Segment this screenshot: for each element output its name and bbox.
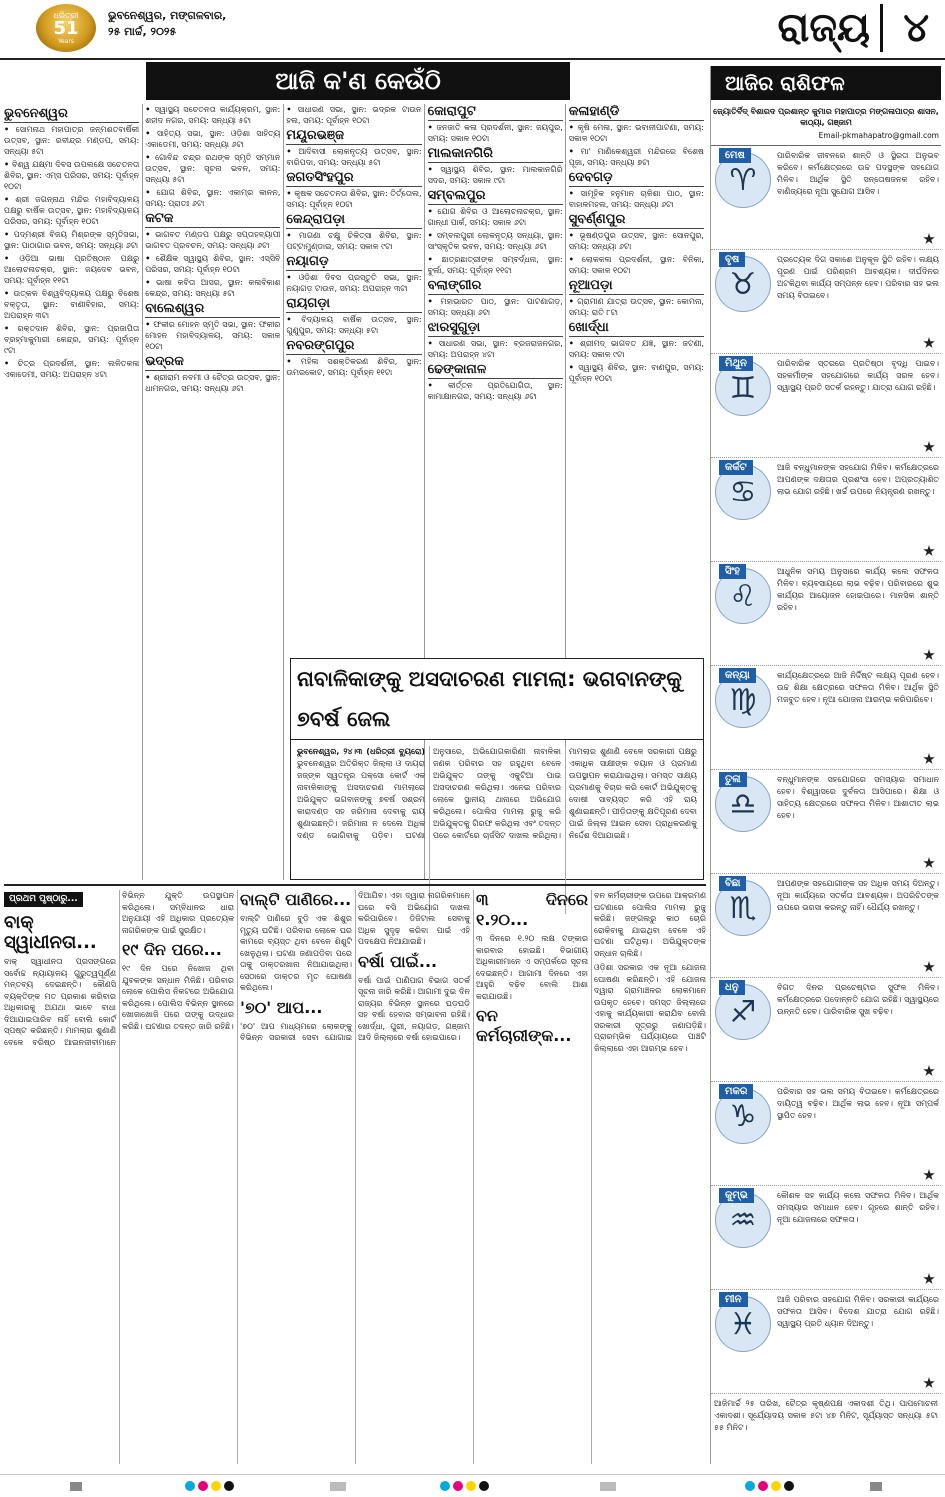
story-body: ବାକ୍ ସ୍ୱାଧୀନତା ପ୍ରସଙ୍ଗରେ ସର୍ବୋଚ୍ଚ ନ୍ୟାୟାଳୟ ଗୁରୁତ୍ୱପୂର୍ଣ୍ଣ ମନ୍ତବ୍ୟ ଦେଇଛନ୍ତି। କୌଣସି ବ୍ୟକ୍ତିଙ୍କ ମତ ପ୍ରକାଶ କରିବାର ଅଧିକାରକୁ ଅଯଥା ଭାବେ ବାଧା ଦିଆଯାଇପାରିବ ନାହିଁ ବୋଲି କୋର୍ଟ ସ୍ପଷ୍ଟ କରିଛନ୍ତି। ମାମଲାର ଶୁଣାଣି ବେଳେ ବରିଷ୍ଠ ଆଇନଜୀବୀମାନେ ବିଭିନ୍ନ ଯୁକ୍ତି ଉପସ୍ଥାପନ କରିଥିଲେ। ସମ୍ବିଧାନର ଧାରା ଅନୁଯାୟୀ ଏହି ଅଧିକାର ପ୍ରତ୍ୟେକ ନାଗରିକଙ୍କ ପାଇଁ ସୁରକ୍ଷିତ। [4, 891, 234, 1047]
zodiac-2-icon: ♉ [715, 256, 771, 312]
dateline-city: ଭୁବନେଶ୍ୱର, ମଙ୍ଗଳବାର, [108, 9, 227, 22]
zodiac-name: ବିଛା [719, 876, 746, 891]
yellow-dot [771, 1481, 781, 1491]
event-item: • କୃଷି ମେଳା, ସ୍ଥାନ: ଭବାନୀପାଟଣା, ସମୟ: ସକାଳ ୧୦ଟା [569, 122, 704, 144]
zodiac-text: ପାରିବାରିକ ସ୍ତରରେ ପ୍ରତିଷ୍ଠା ବୃଦ୍ଧି ପାଇବ। ସହକର୍ମୀଙ୍କ ସହଯୋଗରେ କାର୍ଯ୍ୟ ସରଳ ହେବ। ସ୍ୱାସ୍ଥ୍ୟ ପ୍ରତି ସତର୍କ ରହନ୍ତୁ। ଯାତ୍ରା ଯୋଗ ରହିଛି। [777, 359, 939, 392]
masthead [0, 0, 945, 60]
story-body: ୧୯ ଦିନ ପରେ ନିଖୋଜ ଥିବା ଯୁବକଙ୍କ ସନ୍ଧାନ ମିଳିଛି। ପରିବାର ଲୋକେ ପୋଲିସ ନିକଟରେ ଅଭିଯୋଗ କରିଥିଲେ। ପୋଲିସ ବିଭିନ୍ନ ସ୍ଥାନରେ ଖୋଜାଖୋଜି ପରେ ତାଙ୍କୁ ଉଦ୍ଧାର କରିଛି। ଘଟଣାର ତଦନ୍ତ ଜାରି ରହିଛି। [122, 964, 234, 1031]
astrologer-email: Email-pkmahapatro@gmail.com [711, 130, 941, 146]
city-heading: ନୟାଗଡ଼ [286, 254, 421, 271]
event-item: • ବିଶ୍ୱ ଯକ୍ଷ୍ମା ଦିବସ ଉପଲକ୍ଷେ ସଚେତନତା ଶିବିର, ସ୍ଥାନ: ଏମ୍‌ସ ପରିସର, ସମୟ: ପୂର୍ବାହ୍ନ ୧୦ଟା [4, 159, 139, 192]
zodiac-text: ଆଜି ପରିବାର ସହଯୋଗ ମିଳିବ। ସରକାରୀ କାର୍ଯ୍ୟରେ ସଫଳତା ଆସିବ। ବିଦେଶ ଯାତ୍ରା ଯୋଗ ରହିଛି। ସ୍ୱାସ୍ଥ୍ୟ ପ୍ରତି ଧ୍ୟାନ ଦିଅନ୍ତୁ। [777, 1295, 939, 1328]
event-item: • ଯୋଗ ଶିବିର ଓ ଆଲୋଚନାଚକ୍ର, ସ୍ଥାନ: ଗାନ୍ଧୀ ପାର୍କ, ସମୟ: ସକାଳ ୬ଟା [428, 206, 563, 228]
zodiac-sign [711, 562, 941, 666]
zodiac-list [711, 146, 941, 1394]
zodiac-sign [711, 146, 941, 250]
continued-tag: ପ୍ରଥମ ପୃଷ୍ଠାରୁ... [4, 892, 83, 907]
zodiac-11-icon: ♒ [715, 1192, 771, 1248]
zodiac-sign [711, 770, 941, 874]
events-banner: ଆଜି କ'ଣ କେଉଁଠି [146, 62, 570, 100]
city-heading: ସୁବର୍ଣ୍ଣପୁର [569, 212, 704, 229]
registration-bar [0, 1474, 945, 1497]
logo-years: Years [58, 38, 74, 45]
city-heading: ନୂଆପଡ଼ା [569, 278, 704, 295]
registration-dots [440, 1481, 489, 1491]
zodiac-name: ବୃଷ [719, 252, 745, 267]
event-item: • ଶୈକ୍ଷିକ ସ୍ୱାସ୍ଥ୍ୟ ଶିବିର, ସ୍ଥାନ: ଏସ୍‌ସିବି ପରିସର, ସମୟ: ପୂର୍ବାହ୍ନ ୧୦ଟା [145, 253, 280, 275]
cyan-dot [745, 1481, 755, 1491]
rashifal-column [710, 66, 941, 1464]
yellow-dot [466, 1481, 476, 1491]
event-item: • ଲୋକକଳା ପ୍ରଦର୍ଶନୀ, ସ୍ଥାନ: ବିନିକା, ସମୟ: ସକାଳ ୧୦ଟା [569, 254, 704, 276]
zodiac-text: ଆପଣଙ୍କ ସହଯୋଗୀଙ୍କ ସହ ଅଧିକ ସମୟ ଦିଅନ୍ତୁ। ନୂଆ କାର୍ଯ୍ୟରେ ସତର୍କତା ଆବଶ୍ୟକ। ଅପରିଚିତଙ୍କ ଉପରେ ଭରସା କରନ୍ତୁ ନାହିଁ। ଧୈର୍ଯ୍ୟ ରଖନ୍ତୁ। [777, 879, 939, 912]
zodiac-10-icon: ♑ [715, 1088, 771, 1144]
cyan-dot [440, 1481, 450, 1491]
zodiac-name: ସିଂହ [719, 564, 746, 579]
event-item: • ଗୋବିନ୍ଦ ଚନ୍ଦ୍ର ରଥଙ୍କ ସ୍ମୃତି ସମ୍ମାନ ଉତ୍ସବ, ସ୍ଥାନ: ସୂଚନା ଭବନ, ସମୟ: ସନ୍ଧ୍ୟା ୫ଟା [145, 152, 280, 185]
yellow-dot [211, 1481, 221, 1491]
city-heading: ଝାରସୁଗୁଡ଼ା [428, 320, 563, 337]
zodiac-sign [711, 354, 941, 458]
event-item: • ସମ୍ବଲପୁରୀ ଲୋକନୃତ୍ୟ ସନ୍ଧ୍ୟା, ସ୍ଥାନ: ସାଂସ୍କୃତିକ ଭବନ, ସମୟ: ସନ୍ଧ୍ୟା ୬ଟା [428, 230, 563, 252]
event-item: • ମହିଳା ସଶକ୍ତିକରଣ ଶିବିର, ସ୍ଥାନ: ଉମରକୋଟ, ସମୟ: ପୂର୍ବାହ୍ନ ୧୧ଟା [286, 356, 421, 378]
story-body: ବାଲ୍ଟି ପାଣିରେ ବୁଡ଼ି ଏକ ଶିଶୁର ମୃତ୍ୟୁ ଘଟିଛି। ପରିବାର ଲୋକେ ଘର କାମରେ ବ୍ୟସ୍ତ ଥିବା ବେଳେ ଶିଶୁଟି ଖେଳୁଥିଲା। ଘଟଣା ଜଣାପଡ଼ିବା ପରେ ତାକୁ ଡାକ୍ତରଖାନା ନିଆଯାଇଥିଲା। ସେଠାରେ ଡାକ୍ତର ମୃତ ଘୋଷଣା କରିଥିଲେ। [240, 914, 352, 992]
registration-gray-mark [330, 1482, 346, 1491]
story-headline: ୧୯ ଦିନ ପରେ... [122, 940, 222, 959]
event-item: • ସାମୂହିକ ହନୁମାନ ଚାଳିଶା ପାଠ, ସ୍ଥାନ: ବାହାଳମହଲ, ସମୟ: ସନ୍ଧ୍ୟା ୬ଟା [569, 188, 704, 210]
story-headline: ବନ କର୍ମଚାରୀଙ୍କ... [476, 1006, 572, 1045]
zodiac-text: କୌଶଳ ସହ କାର୍ଯ୍ୟ କଲେ ସଫଳତା ମିଳିବ। ଆର୍ଥିକ ସମସ୍ୟାର ସମାଧାନ ହେବ। ଗୃହରେ ଶାନ୍ତି ରହିବ। ନୂଆ ଯୋଜନାରେ ସଫଳତା। [777, 1191, 939, 1224]
city-heading: ବାଲେଶ୍ୱର [145, 301, 280, 318]
city-heading: କଟକ [145, 211, 280, 228]
story-body: '୭୦' ଆପ ମାଧ୍ୟମରେ ଲୋକଙ୍କୁ ବିଭିନ୍ନ ସରକାରୀ ସେବା ଯୋଗାଇ ଦିଆଯିବ। ଏହା ଦ୍ୱାରା ନାଗରିକମାନେ ଘରେ ବସି ଅଭିଯୋଗ ଦାଖଲ କରିପାରିବେ। ଡିଜିଟାଲ ସେବାକୁ ଅଧିକ ସୁଦୃଢ଼ କରିବା ପାଇଁ ଏହି ପଦକ୍ଷେପ ନିଆଯାଇଛି। [240, 891, 470, 1042]
story-body: ବର୍ଷା ପାଇଁ ପାଣିପାଗ ବିଭାଗ ସତର୍କ ସୂଚନା ଜାରି କରିଛି। ଆଗାମୀ ଦୁଇ ଦିନ ରାଜ୍ୟର ବିଭିନ୍ନ ସ୍ଥାନରେ ଘଡ଼ଘଡ଼ି ସହ ବର୍ଷା ହେବାର ସମ୍ଭାବନା ରହିଛି। ଖୋର୍ଦ୍ଧା, ପୁରୀ, ନୟାଗଡ଼, ଗଞ୍ଜାମ ଆଦି ଜିଲ୍ଲାରେ ବର୍ଷା ହୋଇପାରେ। [358, 975, 470, 1042]
story-body: ବନ କର୍ମଚାରୀଙ୍କ ଉପରେ ଆକ୍ରମଣ ଘଟଣାରେ ପୋଲିସ ମାମଲା ରୁଜୁ କରିଛି। ଜଙ୍ଗଲରୁ କାଠ ଚୋରି ରୋକିବାକୁ ଯାଇଥିବା ବେଳେ ଏହି ଘଟଣା ଘଟିଥିଲା। ଅଭିଯୁକ୍ତଙ୍କ ସନ୍ଧାନ ଚାଲିଛି। [594, 891, 706, 958]
zodiac-9-icon: ♐ [715, 984, 771, 1040]
court-story-text: ଭୁବନେଶ୍ୱର ଅତିରିକ୍ତ ଜିଲ୍ଲା ଓ ଦାୟରା ଜଜ୍‌ଙ୍କ ସ୍ୱତନ୍ତ୍ର ପକ୍ସୋ କୋର୍ଟ ଏକ ନାବାଳିକାଙ୍କୁ ଅସଦାଚରଣ ମାମଲାରେ ଅଭିଯୁକ୍ତ ଭଗବାନଙ୍କୁ ୭ବର୍ଷ ସଶ୍ରମ କାରାଦଣ୍ଡ ସହ ଜରିମାନା ଦେବାକୁ ରାୟ ଶୁଣାଇଛନ୍ତି। ଜରିମାନା ନ ଦେଲେ ଅଧିକ ଦଣ୍ଡ ଭୋଗିବାକୁ ପଡ଼ିବ। ଘଟଣା ଅନୁସାରେ, ଅଭିଯୋଗକାରିଣୀ ନାବାଳିକା ଜଣକ ପରିବାର ସହ ରହୁଥିବା ବେଳେ ଅଭିଯୁକ୍ତ ତାଙ୍କୁ ଏକୁଟିଆ ପାଇ ଅସଦାଚରଣ କରିଥିଲା। ଏନେଇ ପରିବାର ଲୋକେ ସ୍ଥାନୀୟ ଥାନାରେ ଅଭିଯୋଗ କରିଥିଲେ। ପୋଲିସ ମାମଲା ରୁଜୁ କରି ଅଭିଯୁକ୍ତକୁ ଗିରଫ କରିଥିଲା ଏବଂ ତଦନ୍ତ ପରେ କୋର୍ଟରେ ଚାର୍ଜସିଟ ଦାଖଲ କରିଥିଲା। ମାମଲାର ଶୁଣାଣି ବେଳେ ସରକାରୀ ପକ୍ଷରୁ ଏକାଧିକ ସାକ୍ଷୀଙ୍କ ବୟାନ ଓ ପ୍ରମାଣ ଉପସ୍ଥାପନ କରାଯାଇଥିଲା। ସମସ୍ତ ସାକ୍ଷ୍ୟ ପ୍ରମାଣକୁ ବିଚାର କରି କୋର୍ଟ ଅଭିଯୁକ୍ତକୁ ଦୋଷୀ ସାବ୍ୟସ୍ତ କରି ଏହି ରାୟ ଶୁଣାଇଛନ୍ତି। ପୀଡ଼ିତାଙ୍କୁ କ୍ଷତିପୂରଣ ଦେବା ପାଇଁ ଜିଲ୍ଲା ଆଇନ ସେବା ପ୍ରାଧିକରଣକୁ ନିର୍ଦ୍ଦେଶ ଦିଆଯାଇଛି। [297, 747, 697, 840]
city-heading: ମାଲକାନଗିରି [428, 146, 563, 163]
zodiac-8-icon: ♏ [715, 880, 771, 936]
story-headline: ୩ ଦିନରେ ୧.୨୦... [476, 890, 588, 929]
zodiac-sign [711, 874, 941, 978]
zodiac-text: ପାରିବାରିକ ଜୀବନରେ ଶାନ୍ତି ଓ ସ୍ଥିରତା ଅନୁଭବ କରିବେ। କର୍ମକ୍ଷେତ୍ରରେ ଉଚ୍ଚ ପଦସ୍ଥଙ୍କ ସହଯୋଗ ମିଳିବ। ଆର୍ଥିକ ସ୍ଥିତି ସନ୍ତୋଷଜନକ ରହିବ। ବାଣିଜ୍ୟରେ ନୂଆ ସୁଯୋଗ ଆସିବ। [777, 151, 939, 196]
page-number: ୪ [903, 5, 929, 51]
zodiac-text: ବିଗତ ଦିନର ପ୍ରଚେଷ୍ଟାର ସୁଫଳ ମିଳିବ। କର୍ମକ୍ଷେତ୍ରରେ ପଦୋନ୍ନତି ଯୋଗ ରହିଛି। ସ୍ୱାସ୍ଥ୍ୟରେ ଉନ୍ନତି ହେବ। ପାରିବାରିକ ସୁଖ ବଢ଼ିବ। [777, 983, 939, 1016]
zodiac-4-icon: ♋ [715, 464, 771, 520]
event-item: • ସ୍ୱାସ୍ଥ୍ୟ ସଚେତନତା କାର୍ଯ୍ୟକ୍ରମ, ସ୍ଥାନ: ଶହୀଦ ନଗର, ସମୟ: ସନ୍ଧ୍ୟା ୫ଟା [145, 104, 280, 126]
registration-dots [185, 1481, 234, 1491]
registration-gray-mark [870, 1482, 882, 1491]
zodiac-name: ମୀନ [719, 1292, 748, 1307]
black-dot [784, 1481, 794, 1491]
event-item: • ଚିତ୍ର ପ୍ରଦର୍ଶନୀ, ସ୍ଥାନ: ଲଳିତକଳା ଏକାଡେମୀ, ସମୟ: ଅପରାହ୍ନ ୪ଟା [4, 358, 139, 380]
event-item: • ପଦ୍ମଶ୍ରୀ ବିଜୟ ମିଶ୍ରଙ୍କ ସ୍ମୃତିସଭା, ସ୍ଥାନ: ପାଠାଗାର ଭବନ, ସମୟ: ସନ୍ଧ୍ୟା ୬ଟା [4, 229, 139, 251]
court-story-headline: ନାବାଳିକାଙ୍କୁ ଅସଦାଚରଣ ମାମଲା: ଭଗବାନଙ୍କୁ ୭ବର୍ଷ ଜେଲ [291, 659, 703, 740]
lower-news-columns [4, 890, 706, 1464]
event-item: • ଗ୍ରାମୀଣ ଯାତ୍ରା ଉତ୍ସବ, ସ୍ଥାନ: କୋମନା, ସମୟ: ରାତି ୮ଟା [569, 296, 704, 318]
logo-number: 51 [53, 18, 79, 39]
event-item: • ସୋମନାଥ ମହାପାତ୍ର ଜନ୍ମଶତବାର୍ଷିକୀ ଉତ୍ସବ, ସ୍ଥାନ: ରବୀନ୍ଦ୍ର ମଣ୍ଡପ, ସମୟ: ସନ୍ଧ୍ୟା ୫ଟା [4, 124, 139, 157]
black-dot [224, 1481, 234, 1491]
city-heading: କୋରାପୁଟ [428, 104, 563, 121]
event-item: • ଭାଗବତ ମଣ୍ଡପ ପକ୍ଷରୁ ସପ୍ତାହବ୍ୟାପୀ ଭାଗବତ ପ୍ରବଚନ, ସମୟ: ସନ୍ଧ୍ୟା ୬ଟା [145, 229, 280, 251]
city-heading: ଦେବଗଡ଼ [569, 170, 704, 187]
cyan-dot [185, 1481, 195, 1491]
zodiac-name: ଧନୁ [719, 980, 745, 995]
zodiac-name: କର୍କଟ [719, 460, 753, 475]
event-item: • ସ୍ୱାସ୍ଥ୍ୟ ଶିବିର, ସ୍ଥାନ: ବାଣପୁର, ସମୟ: ପୂର୍ବାହ୍ନ ୧୦ଟା [569, 362, 704, 384]
magenta-dot [198, 1481, 208, 1491]
story-body: ଓଡ଼ିଶା ସରକାର ଏକ ନୂଆ ଯୋଜନା ଘୋଷଣା କରିଛନ୍ତି। ଏହି ଯୋଜନା ଦ୍ୱାରା ଗ୍ରାମାଞ୍ଚଳର ଲୋକମାନେ ଉପକୃତ ହେବେ। ସମସ୍ତ ଜିଲ୍ଲାରେ ଏହାକୁ କାର୍ଯ୍ୟକାରୀ କରାଯିବ ବୋଲି ସରକାରୀ ସୂତ୍ରରୁ ଜଣାପଡ଼ିଛି। ପ୍ରାରମ୍ଭିକ ପର୍ଯ୍ୟାୟରେ ପାଞ୍ଚଟି ଜିଲ୍ଲାରେ ଏହା ଆରମ୍ଭ ହେବ। [594, 963, 706, 1053]
event-item: • କୃଷକ ସଚେତନତା ଶିବିର, ସ୍ଥାନ: ତିର୍ତ୍ତୋଲ, ସମୟ: ପୂର୍ବାହ୍ନ ୧୦ଟା [286, 188, 421, 210]
city-heading: ମୟୂରଭଞ୍ଜ [286, 128, 421, 145]
event-item: • ଫକୀର ମୋହନ ସ୍ମୃତି ସଭା, ସ୍ଥାନ: ଫକୀର ମୋହନ ମହାବିଦ୍ୟାଳୟ, ସମୟ: ସକାଳ ୧୦ଟା [145, 319, 280, 352]
city-heading: ଭଦ୍ରକ [145, 354, 280, 371]
city-heading: ସମ୍ବଲପୁର [428, 188, 563, 205]
event-item: • ସାଧାରଣ ସଭା, ସ୍ଥାନ: ଭଦ୍ରକ ଟାଉନ ହଲ, ସମୟ: ପୂର୍ବାହ୍ନ ୧୦ଟା [286, 104, 421, 126]
event-item: • ଶ୍ରୀରାମ ନବମୀ ଓ ଚୈତ୍ର ଉତ୍ସବ, ସ୍ଥାନ: ଧାମନଗର, ସମୟ: ସନ୍ଧ୍ୟା ୬ଟା [145, 372, 280, 394]
story-headline: ବାକ୍ ସ୍ୱାଧୀନତା... [4, 912, 97, 953]
magenta-dot [758, 1481, 768, 1491]
zodiac-sign [711, 250, 941, 354]
city-heading: ଢେଙ୍କାନାଳ [428, 362, 563, 379]
zodiac-sign [711, 1082, 941, 1186]
registration-dots [745, 1481, 794, 1491]
anniversary-logo [36, 4, 96, 52]
zodiac-sign [711, 458, 941, 562]
registration-gray-mark [600, 1482, 616, 1491]
zodiac-name: ମେଷ [719, 148, 751, 163]
zodiac-3-icon: ♊ [715, 360, 771, 416]
event-item: • ଓଡ଼ିଆ ଭାଷା ପ୍ରତିଷ୍ଠାନ ପକ୍ଷରୁ ଆଲୋଚନାଚକ୍ର, ସ୍ଥାନ: ଜୟଦେବ ଭବନ, ସମୟ: ପୂର୍ବାହ୍ନ ୧୧ଟା [4, 253, 139, 286]
zodiac-name: ତୁଳା [719, 772, 747, 787]
city-heading: ବଲାଙ୍ଗୀର [428, 278, 563, 295]
event-item: • ମା' ମାଣିକେଶ୍ୱରୀ ମନ୍ଦିରରେ ବିଶେଷ ପୂଜା, ସମୟ: ସନ୍ଧ୍ୟା ୭ଟା [569, 146, 704, 168]
dateline [108, 8, 248, 40]
event-item: • ଉତ୍କଳ ବିଶ୍ୱବିଦ୍ୟାଳୟ ପକ୍ଷରୁ ବିଶେଷ ବକ୍ତୃତା, ସ୍ଥାନ: ବାଣୀବିହାର, ସମୟ: ଅପରାହ୍ନ ୩ଟା [4, 288, 139, 321]
logo-wordmark: ଧରିତ୍ରୀ [53, 11, 79, 20]
zodiac-sign [711, 1186, 941, 1290]
event-item: • ସାଧାରଣ ସଭା, ସ୍ଥାନ: ବ୍ରଜରାଜନଗର, ସମୟ: ଅପରାହ୍ନ ୪ଟା [428, 338, 563, 360]
black-dot [479, 1481, 489, 1491]
event-item: • ଭୂଷଣ୍ଡପୁର ଉତ୍ସବ, ସ୍ଥାନ: ସୋନପୁର, ସମୟ: ସନ୍ଧ୍ୟା ୬ଟା [569, 230, 704, 252]
zodiac-sign [711, 978, 941, 1082]
registration-gray-mark [70, 1482, 82, 1491]
zodiac-sign [711, 666, 941, 770]
event-item: • କୀର୍ତ୍ତନ ପ୍ରତିଯୋଗିତା, ସ୍ଥାନ: କାମାକ୍ଷାନଗର, ସମୟ: ସନ୍ଧ୍ୟା ୬ଟା [428, 380, 563, 402]
zodiac-sign [711, 1290, 941, 1394]
city-heading: ନବରଙ୍ଗପୁର [286, 338, 421, 355]
event-item: • ଆଦିବାସୀ ଲୋକନୃତ୍ୟ ଉତ୍ସବ, ସ୍ଥାନ: ବାରିପଦା, ସମୟ: ସନ୍ଧ୍ୟା ୫ଟା [286, 146, 421, 168]
event-item: • ସାହିତ୍ୟ ସଭା, ସ୍ଥାନ: ଓଡ଼ିଶା ସାହିତ୍ୟ ଏକାଡେମୀ, ସମୟ: ସନ୍ଧ୍ୟା ୬ଟା [145, 128, 280, 150]
zodiac-6-icon: ♍ [715, 672, 771, 728]
zodiac-name: କନ୍ୟା [719, 668, 756, 683]
story-body: ୩ ଦିନରେ ୧.୨୦ ଲକ୍ଷ ଟଙ୍କାର କାରବାର ହୋଇଛି। ବିଭାଗୀୟ ଅଧିକାରୀମାନେ ଏ ସମ୍ପର୍କରେ ସୂଚନା ଦେଇଛନ୍ତି। ଆଗାମୀ ଦିନରେ ଏହା ଆହୁରି ବଢ଼ିବ ବୋଲି ଆଶା କରାଯାଉଛି। [476, 934, 588, 1001]
city-heading: କଳାହାଣ୍ଡି [569, 104, 704, 121]
city-heading: କେନ୍ଦ୍ରାପଡ଼ା [286, 212, 421, 229]
event-item: • ଜନଜାତି କଳା ପ୍ରଦର୍ଶନୀ, ସ୍ଥାନ: ଜୟପୁର, ସମୟ: ସକାଳ ୧୦ଟା [428, 122, 563, 144]
magenta-dot [453, 1481, 463, 1491]
event-item: • ଯୋଗ ଶିବିର, ସ୍ଥାନ: ଏକାମ୍ର କାନନ, ସମୟ: ପ୍ରାତଃ ୬ଟା [145, 187, 280, 209]
zodiac-text: ବନ୍ଧୁମାନଙ୍କ ସହଯୋଗରେ ସମସ୍ୟାର ସମାଧାନ ହେବ। ବିଶ୍ୱାସରେ ଦୁର୍ବଳତା ଆସିପାରେ। ଶିକ୍ଷା ଓ ସାହିତ୍ୟ କ୍ଷେତ୍ରରେ ସଫଳତା ମିଳିବ। ଆଶାତୀତ ଲାଭ ହେବ। [777, 775, 939, 820]
event-item: • ମାଗଣା ଚକ୍ଷୁ ଚିକିତ୍ସା ଶିବିର, ସ୍ଥାନ: ପଟ୍ଟାମୁଣ୍ଡାଇ, ସମୟ: ସକାଳ ୯ଟା [286, 230, 421, 252]
section-title: ରାଜ୍ୟ [778, 4, 883, 52]
dateline-date: ୨୫ ମାର୍ଚ୍ଚ, ୨୦୨୫ [108, 25, 177, 38]
event-item: • ଭାଷା କବିତା ଆସର, ସ୍ଥାନ: କଳାବିକାଶ କେନ୍ଦ୍ର, ସମୟ: ସନ୍ଧ୍ୟା ୫ଟା [145, 277, 280, 299]
event-item: • ଓଡ଼ିଶା ଦିବସ ପ୍ରସ୍ତୁତି ସଭା, ସ୍ଥାନ: ନୟାଗଡ଼ ଟାଉନ, ସମୟ: ଅପରାହ୍ନ ୩ଟା [286, 272, 421, 294]
zodiac-text: କାର୍ଯ୍ୟକ୍ଷେତ୍ରରେ ଆଜି ନିର୍ଦ୍ଦିଷ୍ଟ ଲକ୍ଷ୍ୟ ପୂରଣ ହେବ। ଉଚ୍ଚ ଶିକ୍ଷା କ୍ଷେତ୍ରରେ ସଫଳତା ମିଳିବ। ଆର୍ଥିକ ସ୍ଥିତି ମଜବୁତ ହେବ। ନୂଆ ଯୋଜନା ଆରମ୍ଭ କରିପାରିବେ। [777, 671, 939, 704]
city-heading: ଜଗତସିଂହପୁର [286, 170, 421, 187]
event-item: • ସ୍ୱାସ୍ଥ୍ୟ ଶିବିର, ସ୍ଥାନ: ମାଲକାନଗିରି ସଦର, ସମୟ: ସକାଳ ୯ଟା [428, 164, 563, 186]
zodiac-name: ମିଥୁନ [719, 356, 753, 371]
panchang-note: ଆଜିମାର୍ଚ୍ଚ ୨୫ ତାରିଖ, ଚୈତ୍ର କୃଷ୍ଣପକ୍ଷ ଏକାଦଶୀ ତିଥି। ପାପମୋଚନୀ ଏକାଦଶୀ। ସୂର୍ଯ୍ୟୋଦୟ ସକାଳ ୫ଟା ୪୭ ମିନିଟ, ସୂର୍ଯ୍ୟାସ୍ତ ସନ୍ଧ୍ୟା ୫ଟା ୫୫ ମିନିଟ। [714, 1399, 938, 1432]
zodiac-7-icon: ♎ [715, 776, 771, 832]
event-item: • ଶ୍ରୀମଦ୍ ଭାଗବତ ଯଜ୍ଞ, ସ୍ଥାନ: ଜଟଣୀ, ସମୟ: ସକାଳ ୯ଟା [569, 338, 704, 360]
zodiac-text: ଆଜି ବନ୍ଧୁମାନଙ୍କ ସହଯୋଗ ମିଳିବ। କର୍ମକ୍ଷେତ୍ରରେ ଆପଣଙ୍କ ଦକ୍ଷତାର ପ୍ରଶଂସା ହେବ। ଅପ୍ରତ୍ୟାଶିତ ଲାଭ ଯୋଗ ରହିଛି। ଖର୍ଚ୍ଚ ଉପରେ ନିୟନ୍ତ୍ରଣ ରଖନ୍ତୁ। [777, 463, 939, 496]
zodiac-12-icon: ♓ [715, 1296, 771, 1352]
zodiac-5-icon: ♌ [715, 568, 771, 624]
story-headline: '୭୦' ଆପ... [240, 997, 323, 1017]
zodiac-text: ଆଧୁନିକ ସମୟ ଅନୁସାରେ କାର୍ଯ୍ୟ କଲେ ସଫଳତା ମିଳିବ। ବ୍ୟବସାୟରେ ଲାଭ ବଢ଼ିବ। ପରିବାରରେ ଶୁଭ କାର୍ଯ୍ୟର ଆୟୋଜନ ହୋଇପାରେ। ମାନସିକ ଶାନ୍ତି ରହିବ। [777, 567, 939, 612]
lower-news [4, 884, 706, 1464]
story-headline: ବର୍ଷା ପାଇଁ... [358, 951, 438, 971]
court-story-byline: ଭୁବନେଶ୍ୱର, ୨୪।୩ (ଧରିତ୍ରୀ ବ୍ୟୁରୋ) [297, 747, 425, 756]
zodiac-1-icon: ♈ [715, 152, 771, 208]
city-heading: ରାୟଗଡ଼ା [286, 296, 421, 313]
zodiac-name: ମକର [719, 1084, 753, 1099]
story-headline: ବାଲ୍ଟି ପାଣିରେ... [240, 890, 352, 909]
event-item: • ଶ୍ରୀ ଜଗନ୍ନାଥ ମନ୍ଦିର ମହାବିଦ୍ୟାଳୟ ପକ୍ଷରୁ ବାର୍ଷିକ ଉତ୍ସବ, ସ୍ଥାନ: ମହାବିଦ୍ୟାଳୟ ପରିସର, ସମୟ: ପୂର୍ବାହ୍ନ ୧୦ଟା [4, 194, 139, 227]
event-item: • ଛାତ୍ରଛାତ୍ରୀଙ୍କ ସମ୍ବର୍ଦ୍ଧନା, ସ୍ଥାନ: ବୁର୍ଲା, ସମୟ: ପୂର୍ବାହ୍ନ ୧୧ଟା [428, 254, 563, 276]
city-heading: ଭୁବନେଶ୍ୱର [4, 106, 139, 123]
event-item: • ରକ୍ତଦାନ ଶିବିର, ସ୍ଥାନ: ପ୍ରଜାପିତା ବ୍ରହ୍ମାକୁମାରୀ କେନ୍ଦ୍ର, ସମୟ: ପୂର୍ବାହ୍ନ ୯ଟା [4, 323, 139, 356]
city-heading: ଖୋର୍ଦ୍ଧା [569, 320, 704, 337]
event-item: • ବିଦ୍ୟାଳୟ ବାର୍ଷିକ ଉତ୍ସବ, ସ୍ଥାନ: ଗୁଣୁପୁର, ସମୟ: ସନ୍ଧ୍ୟା ୫ଟା [286, 314, 421, 336]
zodiac-text: ପରିବାର ସହ ଭଲ ସମୟ ବିତାଇବେ। କର୍ମକ୍ଷେତ୍ରରେ ଦାୟିତ୍ୱ ବଢ଼ିବ। ଆର୍ଥିକ ଲାଭ ହେବ। ନୂଆ ସମ୍ପର୍କ ସ୍ଥାପିତ ହେବ। [777, 1087, 939, 1120]
zodiac-name: କୁମ୍ଭ [719, 1188, 754, 1203]
astrologer-credit: ଜ୍ୟୋତିର୍ବିଦ୍ ବିଶାରଦ ପ୍ରଶାନ୍ତ କୁମାର ମହାପାତ୍ର ମଙ୍ଗଳାପାତ୍ର ଶାସନ, କାଠ୍ୟା, ଗଞ୍ଜାମ [713, 107, 939, 127]
event-item: • ମହାଭାରତ ପାଠ, ସ୍ଥାନ: ପାଟଣାଗଡ଼, ସମୟ: ସନ୍ଧ୍ୟା ୬ଟା [428, 296, 563, 318]
zodiac-text: ପ୍ରତ୍ୟେକ ଦିଗ ସକାଶେ ଅନୁକୂଳ ସ୍ଥିତି ରହିବ। ଲକ୍ଷ୍ୟ ପୂରଣ ପାଇଁ ପରିଶ୍ରମ ଆବଶ୍ୟକ। ଦୀର୍ଘଦିନର ଅଟକିଥିବା କାର୍ଯ୍ୟ ସମ୍ପନ୍ନ ହେବ। ପରିବାର ସହ ଭଲ ସମୟ ବିତାଇବେ। [777, 255, 939, 300]
court-story [290, 658, 704, 880]
rashifal-title: ଆଜିର ରାଶିଫଳ [711, 66, 941, 100]
